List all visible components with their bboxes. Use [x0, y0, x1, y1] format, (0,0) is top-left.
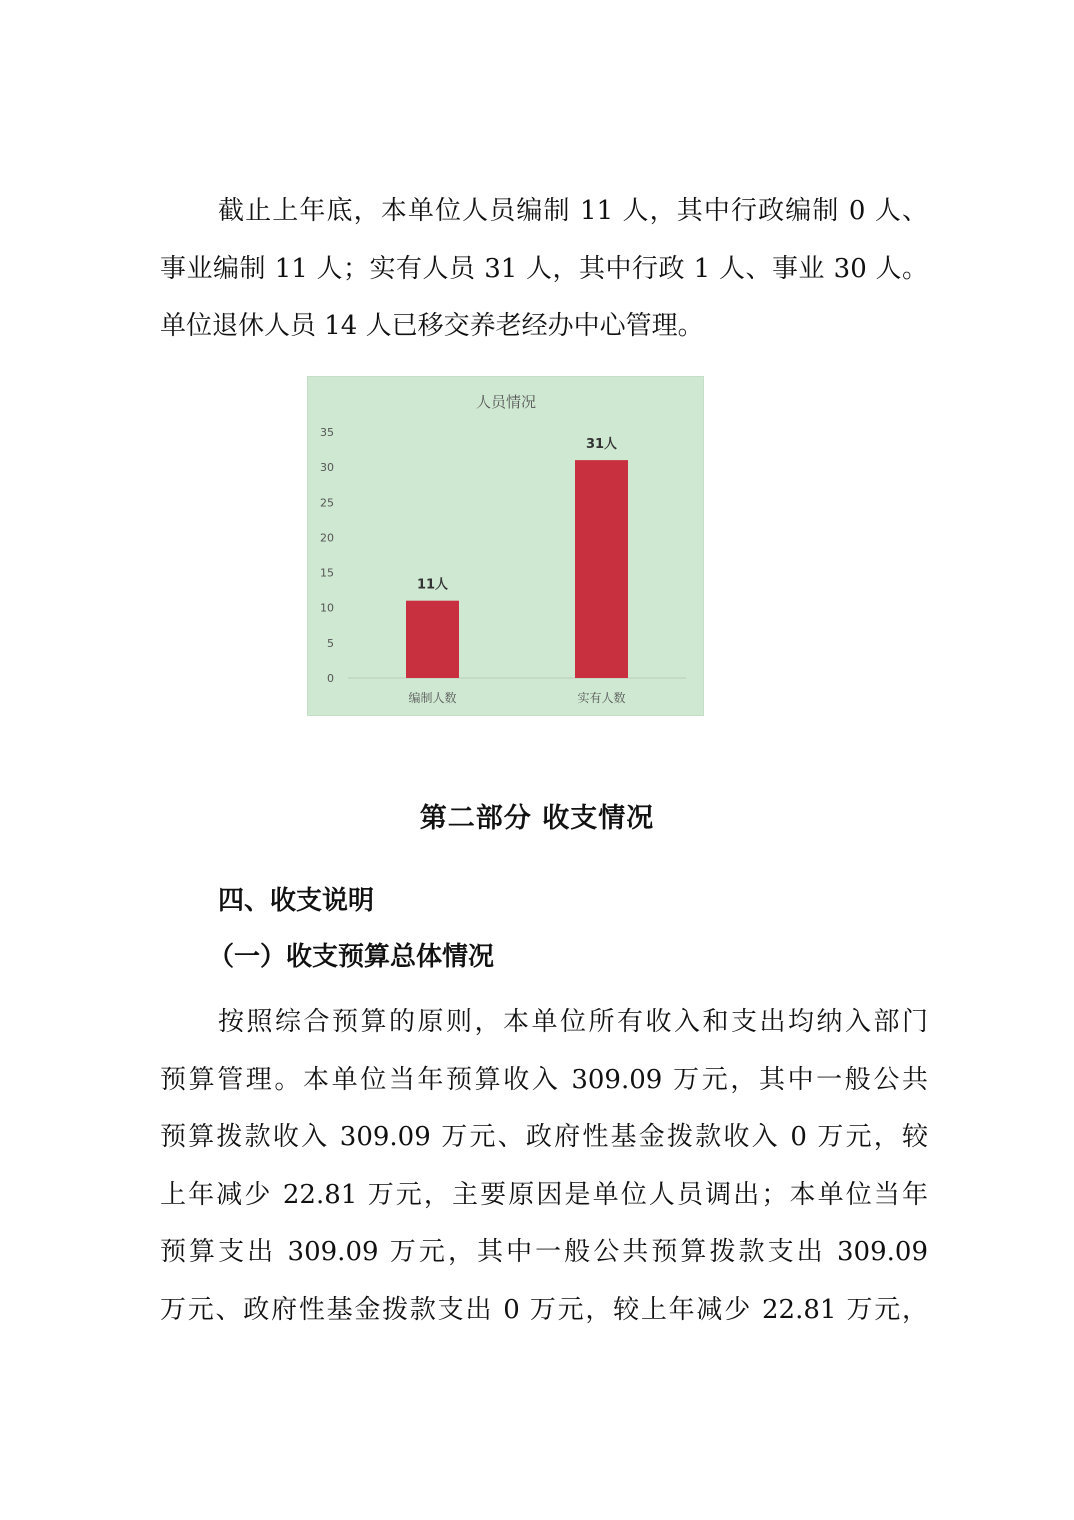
paragraph-line: 预算管理。本单位当年预算收入 309.09 万元，其中一般公共	[160, 1064, 928, 1095]
y-tick-label: 20	[320, 531, 334, 545]
y-tick-label: 25	[320, 496, 334, 510]
y-tick-label: 10	[320, 601, 334, 615]
chart-title: 人员情况	[475, 393, 537, 411]
section-title: 第二部分 收支情况	[419, 803, 655, 834]
x-tick-label: 编制人数	[408, 691, 457, 705]
paragraph-line: 单位退休人员 14 人已移交养老经办中心管理。	[160, 311, 704, 342]
x-axis	[408, 690, 625, 705]
y-tick-label: 5	[327, 636, 334, 650]
y-tick-label: 35	[320, 426, 334, 439]
paragraph-line: 按照综合预算的原则，本单位所有收入和支出均纳入部门	[218, 1007, 928, 1037]
bar-group	[406, 437, 628, 678]
paragraph-line: 预算拨款收入 309.09 万元、政府性基金拨款收入 0 万元，较	[160, 1122, 928, 1153]
y-axis	[320, 426, 334, 685]
staffing-paragraph	[160, 183, 928, 356]
budget-paragraph	[160, 994, 928, 1340]
x-tick-label: 实有人数	[577, 691, 626, 705]
bar-0	[406, 601, 459, 678]
paragraph-line: 事业编制 11 人；实有人员 31 人，其中行政 1 人、事业 30 人。	[160, 253, 928, 284]
heading-income-expense: 四、收支说明	[218, 886, 375, 916]
paragraph-line: 截止上年底，本单位人员编制 11 人，其中行政编制 0 人、	[218, 196, 928, 226]
staff-bar-chart	[307, 376, 704, 716]
y-tick-label: 30	[320, 461, 334, 475]
paragraph-line: 万元、政府性基金拨款支出 0 万元，较上年减少 22.81 万元，	[160, 1294, 928, 1325]
y-tick-label: 15	[320, 566, 334, 580]
y-tick-label: 0	[327, 672, 334, 685]
heading-budget-overview: （一）收支预算总体情况	[208, 942, 495, 972]
paragraph-line: 上年减少 22.81 万元，主要原因是单位人员调出；本单位当年	[160, 1179, 928, 1210]
bar-data-label: 11人	[416, 577, 449, 593]
paragraph-line: 预算支出 309.09 万元，其中一般公共预算拨款支出 309.09	[160, 1237, 928, 1268]
bar-data-label: 31人	[585, 437, 618, 453]
bar-1	[575, 460, 628, 678]
chart-svg	[308, 377, 705, 717]
